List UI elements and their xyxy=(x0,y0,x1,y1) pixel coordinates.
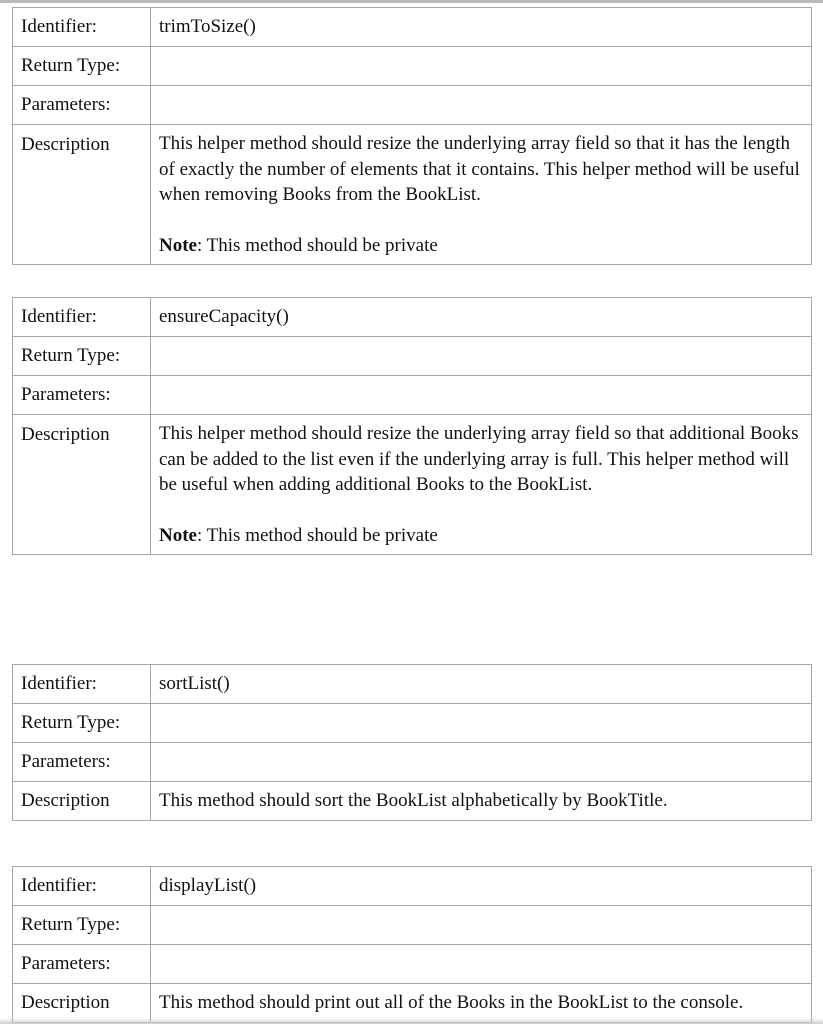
description-row xyxy=(13,984,812,1023)
return-type-value xyxy=(151,337,812,376)
identifier-row xyxy=(13,867,812,906)
method-table-displaylist xyxy=(12,866,812,1023)
note-text: : This method should be private xyxy=(196,524,438,546)
description-label: Description xyxy=(13,125,151,265)
top-divider xyxy=(0,0,823,3)
description-value: This method should print out all of the Books in the BookList to the console. xyxy=(151,984,812,1023)
parameters-row xyxy=(13,743,812,782)
description-row xyxy=(13,415,812,555)
parameters-value xyxy=(151,86,812,125)
parameters-value xyxy=(151,945,812,984)
return-type-value xyxy=(151,906,812,945)
identifier-value: ensureCapacity() xyxy=(151,298,812,337)
description-row xyxy=(13,782,812,821)
identifier-value: sortList() xyxy=(151,665,812,704)
return-type-label: Return Type: xyxy=(13,337,151,376)
description-text: This helper method should resize the underlying array field so that additional Books can be added to the list even if the underlying array is full. This helper method will be useful when adding additional Books to the BookList. xyxy=(159,423,799,495)
description-value: This method should sort the BookList alphabetically by BookTitle. xyxy=(151,782,812,821)
description-row xyxy=(13,125,812,265)
method-table-sortlist xyxy=(12,664,812,821)
parameters-label: Parameters: xyxy=(13,86,151,125)
return-type-value xyxy=(151,704,812,743)
return-type-value xyxy=(151,47,812,86)
note-label: Note xyxy=(159,524,197,546)
identifier-value: trimToSize() xyxy=(151,8,812,47)
identifier-label: Identifier: xyxy=(13,665,151,704)
description-value xyxy=(151,415,812,555)
parameters-row xyxy=(13,945,812,984)
parameters-label: Parameters: xyxy=(13,945,151,984)
note-label: Note xyxy=(159,234,197,256)
identifier-row xyxy=(13,665,812,704)
parameters-value xyxy=(151,376,812,415)
description-label: Description xyxy=(13,782,151,821)
parameters-label: Parameters: xyxy=(13,376,151,415)
identifier-row xyxy=(13,298,812,337)
parameters-label: Parameters: xyxy=(13,743,151,782)
return-type-row xyxy=(13,47,812,86)
identifier-value: displayList() xyxy=(151,867,812,906)
parameters-value xyxy=(151,743,812,782)
method-table-ensurecapacity xyxy=(12,297,812,555)
identifier-label: Identifier: xyxy=(13,867,151,906)
bottom-edge-shadow xyxy=(0,1018,823,1024)
description-text: This helper method should resize the underlying array field so that it has the length of exactly the number of elements that it contains. This helper method will be useful when removing Books from the BookList. xyxy=(159,133,800,205)
return-type-label: Return Type: xyxy=(13,47,151,86)
description-value xyxy=(151,125,812,265)
note-line xyxy=(159,233,803,259)
return-type-label: Return Type: xyxy=(13,906,151,945)
identifier-label: Identifier: xyxy=(13,298,151,337)
description-label: Description xyxy=(13,415,151,555)
note-text: : This method should be private xyxy=(196,234,438,256)
description-label: Description xyxy=(13,984,151,1023)
parameters-row xyxy=(13,376,812,415)
return-type-row xyxy=(13,337,812,376)
identifier-label: Identifier: xyxy=(13,8,151,47)
parameters-row xyxy=(13,86,812,125)
note-line xyxy=(159,523,803,549)
return-type-row xyxy=(13,704,812,743)
identifier-row xyxy=(13,8,812,47)
return-type-label: Return Type: xyxy=(13,704,151,743)
method-table-trimtosize xyxy=(12,7,812,265)
return-type-row xyxy=(13,906,812,945)
